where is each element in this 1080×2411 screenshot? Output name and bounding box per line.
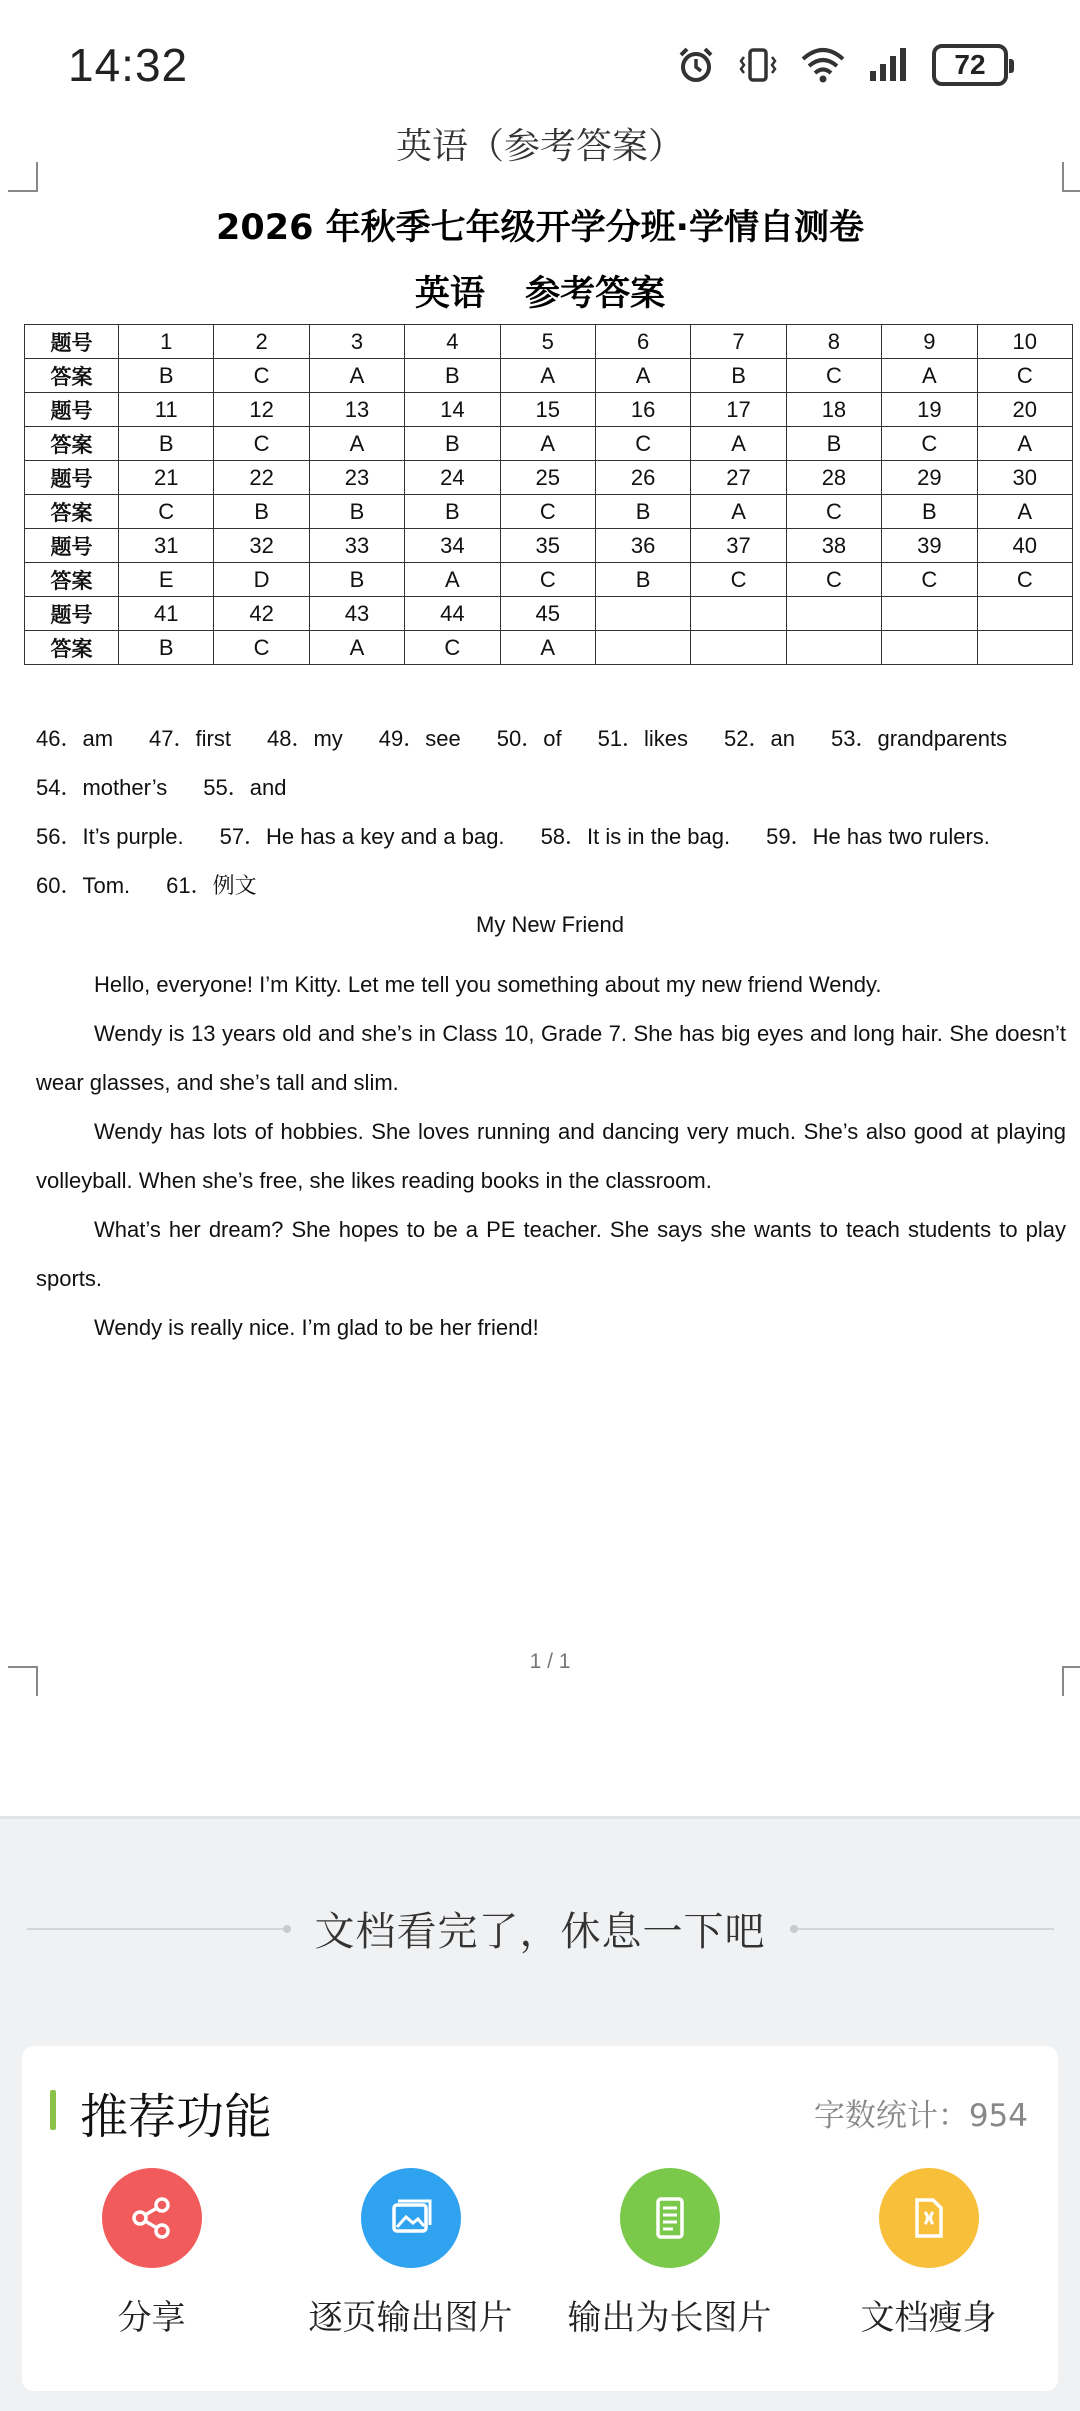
row-header: 题号 <box>25 597 119 631</box>
table-cell: 32 <box>214 529 309 563</box>
table-cell: A <box>309 427 404 461</box>
table-cell: 29 <box>882 461 977 495</box>
table-cell: 5 <box>500 325 595 359</box>
answer-item: 53．grandparents <box>831 726 1008 751</box>
table-cell: B <box>119 427 214 461</box>
table-cell: C <box>691 563 786 597</box>
recommend-title: 推荐功能 <box>80 2089 273 2145</box>
answer-item: 58．It is in the bag. <box>540 824 731 849</box>
table-cell: B <box>595 495 690 529</box>
table-cell: B <box>595 563 690 597</box>
table-cell: 4 <box>405 325 500 359</box>
table-cell: 41 <box>119 597 214 631</box>
table-cell: 24 <box>405 461 500 495</box>
answer-item: 59．He has two rulers. <box>766 824 990 849</box>
table-cell: 31 <box>119 529 214 563</box>
table-cell <box>595 631 690 665</box>
table-cell <box>977 597 1072 631</box>
essay-body <box>36 960 1066 1352</box>
table-cell: C <box>119 495 214 529</box>
essay-paragraph: Wendy is really nice. I’m glad to be her friend! <box>94 1315 539 1340</box>
wifi-icon <box>800 45 846 85</box>
long-image-icon[interactable] <box>620 2168 720 2268</box>
battery-level: 72 <box>954 49 986 80</box>
answer-item: 60．Tom. <box>36 873 131 898</box>
table-cell: A <box>309 359 404 393</box>
document-title: 英语（参考答案） <box>395 126 684 167</box>
table-cell: A <box>977 427 1072 461</box>
table-cell: A <box>500 359 595 393</box>
table-cell <box>786 597 881 631</box>
table-cell: C <box>595 427 690 461</box>
table-cell: B <box>309 563 404 597</box>
row-header: 答案 <box>25 631 119 665</box>
table-cell: E <box>119 563 214 597</box>
table-cell: C <box>214 427 309 461</box>
table-cell: 34 <box>405 529 500 563</box>
table-cell: A <box>882 359 977 393</box>
table-cell: A <box>500 427 595 461</box>
divider-right <box>794 1928 1054 1930</box>
table-cell: B <box>309 495 404 529</box>
table-cell: C <box>214 359 309 393</box>
slim-document-label: 文档瘦身 <box>860 2298 997 2338</box>
table-row <box>25 597 1073 631</box>
page-number: 1 / 1 <box>529 1650 571 1673</box>
table-cell: B <box>405 495 500 529</box>
table-cell: B <box>691 359 786 393</box>
slim-document-icon[interactable] <box>879 2168 979 2268</box>
export-page-images-label: 逐页输出图片 <box>308 2298 513 2338</box>
slim-document-button[interactable] <box>799 2168 1058 2339</box>
answer-item: 61．例文 <box>166 873 257 898</box>
row-header: 题号 <box>25 461 119 495</box>
export-page-images-button[interactable] <box>281 2168 540 2339</box>
row-header: 答案 <box>25 427 119 461</box>
table-cell: 38 <box>786 529 881 563</box>
end-of-document-message <box>0 1900 1080 1957</box>
table-cell: 28 <box>786 461 881 495</box>
feature-list <box>22 2168 1058 2339</box>
row-header: 答案 <box>25 359 119 393</box>
vibrate-icon <box>738 45 778 85</box>
table-cell: B <box>119 631 214 665</box>
word-count[interactable]: 字数统计：954 <box>813 2098 1028 2134</box>
signal-icon <box>868 45 910 85</box>
answer-item: 46．am <box>36 726 114 751</box>
table-cell: C <box>500 563 595 597</box>
table-cell: 26 <box>595 461 690 495</box>
table-cell: C <box>977 359 1072 393</box>
answer-table <box>24 324 1073 665</box>
divider-left <box>27 1928 287 1930</box>
answer-item: 51．likes <box>597 726 689 751</box>
table-cell: 21 <box>119 461 214 495</box>
table-cell: 10 <box>977 325 1072 359</box>
answer-line <box>36 714 1066 763</box>
row-header: 答案 <box>25 563 119 597</box>
recommend-card <box>22 2046 1058 2391</box>
table-cell: 37 <box>691 529 786 563</box>
table-cell <box>691 597 786 631</box>
table-cell: A <box>691 427 786 461</box>
table-cell: 43 <box>309 597 404 631</box>
export-long-image-button[interactable] <box>540 2168 799 2339</box>
table-row <box>25 393 1073 427</box>
share-icon[interactable] <box>102 2168 202 2268</box>
image-icon[interactable] <box>361 2168 461 2268</box>
table-cell: 40 <box>977 529 1072 563</box>
answer-item: 52．an <box>724 726 795 751</box>
table-cell: C <box>882 427 977 461</box>
table-cell: 23 <box>309 461 404 495</box>
table-cell: D <box>214 563 309 597</box>
answer-item: 55．and <box>203 775 287 800</box>
table-cell: C <box>786 359 881 393</box>
table-cell: 22 <box>214 461 309 495</box>
table-row <box>25 495 1073 529</box>
table-cell: 11 <box>119 393 214 427</box>
answer-item: 50．of <box>496 726 562 751</box>
table-cell <box>977 631 1072 665</box>
table-cell: 7 <box>691 325 786 359</box>
table-cell: B <box>405 359 500 393</box>
table-cell: 25 <box>500 461 595 495</box>
table-cell: 27 <box>691 461 786 495</box>
table-row <box>25 461 1073 495</box>
table-cell: B <box>405 427 500 461</box>
answer-item: 57．He has a key and a bag. <box>219 824 505 849</box>
table-cell: C <box>500 495 595 529</box>
essay-paragraph: Wendy is 13 years old and she’s in Class 10, Grade 7. She has big eyes and long hair. She doesn’t wear glasses, and she’s tall and slim. <box>36 1021 1066 1095</box>
table-cell <box>786 631 881 665</box>
table-cell: C <box>977 563 1072 597</box>
table-cell <box>595 597 690 631</box>
table-cell: 36 <box>595 529 690 563</box>
answer-item: 54．mother’s <box>36 775 168 800</box>
export-long-image-label: 输出为长图片 <box>567 2298 772 2338</box>
table-cell <box>882 631 977 665</box>
share-button[interactable] <box>22 2168 281 2339</box>
answer-key-label: 参考答案 <box>525 274 666 314</box>
share-label: 分享 <box>117 2298 186 2338</box>
answer-item: 49．see <box>378 726 461 751</box>
row-header: 题号 <box>25 393 119 427</box>
table-cell: A <box>309 631 404 665</box>
table-cell: 18 <box>786 393 881 427</box>
table-cell: C <box>786 563 881 597</box>
row-header: 题号 <box>25 325 119 359</box>
table-cell: B <box>214 495 309 529</box>
status-bar <box>0 0 1080 130</box>
row-header: 题号 <box>25 529 119 563</box>
answer-item: 47．first <box>149 726 231 751</box>
table-cell: 9 <box>882 325 977 359</box>
table-cell: B <box>119 359 214 393</box>
table-cell: C <box>214 631 309 665</box>
table-cell: 3 <box>309 325 404 359</box>
table-cell: 12 <box>214 393 309 427</box>
answer-line <box>36 763 1066 812</box>
table-row <box>25 359 1073 393</box>
table-cell: 16 <box>595 393 690 427</box>
table-row <box>25 529 1073 563</box>
status-icons <box>676 44 1008 86</box>
table-cell: 6 <box>595 325 690 359</box>
essay-paragraph: Hello, everyone! I’m Kitty. Let me tell you something about my new friend Wendy. <box>94 972 882 997</box>
table-cell: 8 <box>786 325 881 359</box>
table-cell: 1 <box>119 325 214 359</box>
table-cell: A <box>691 495 786 529</box>
answer-line <box>36 812 1066 861</box>
crop-mark-top-left <box>8 162 38 192</box>
table-cell: C <box>405 631 500 665</box>
crop-mark-top-right <box>1062 162 1080 192</box>
table-row <box>25 631 1073 665</box>
table-cell: 14 <box>405 393 500 427</box>
table-cell: 17 <box>691 393 786 427</box>
table-row <box>25 427 1073 461</box>
answer-line <box>36 861 1066 910</box>
row-header: 答案 <box>25 495 119 529</box>
table-cell: 33 <box>309 529 404 563</box>
table-cell: 19 <box>882 393 977 427</box>
fill-in-answers <box>36 714 1066 910</box>
paper-subtitle <box>0 266 1080 316</box>
table-cell <box>691 631 786 665</box>
table-cell: 20 <box>977 393 1072 427</box>
alarm-icon <box>676 45 716 85</box>
table-row <box>25 325 1073 359</box>
essay-paragraph: What’s her dream? She hopes to be a PE teacher. She says she wants to teach students to play sports. <box>36 1217 1066 1291</box>
table-cell: C <box>786 495 881 529</box>
table-cell: B <box>786 427 881 461</box>
table-cell: A <box>500 631 595 665</box>
table-cell: 39 <box>882 529 977 563</box>
table-cell: 2 <box>214 325 309 359</box>
status-time: 14:32 <box>68 39 189 91</box>
table-cell: 42 <box>214 597 309 631</box>
table-cell: 13 <box>309 393 404 427</box>
table-cell: C <box>882 563 977 597</box>
paper-title: 2026 年秋季七年级开学分班·学情自测卷 <box>216 208 864 248</box>
essay-paragraph: Wendy has lots of hobbies. She loves running and dancing very much. She’s also good at playing volleyball. When she’s free, she likes reading books in the classroom. <box>36 1119 1066 1193</box>
essay-title: My New Friend <box>476 912 624 937</box>
table-cell: A <box>405 563 500 597</box>
table-cell: 44 <box>405 597 500 631</box>
card-accent-bar <box>50 2090 56 2130</box>
answer-item: 48．my <box>266 726 343 751</box>
table-cell: A <box>595 359 690 393</box>
table-cell: 35 <box>500 529 595 563</box>
answer-item: 56．It’s purple. <box>36 824 184 849</box>
table-cell: B <box>882 495 977 529</box>
subject-label: 英语 <box>414 274 485 314</box>
table-cell: 30 <box>977 461 1072 495</box>
battery-icon <box>932 44 1008 86</box>
table-cell: A <box>977 495 1072 529</box>
table-cell <box>882 597 977 631</box>
table-cell: 15 <box>500 393 595 427</box>
table-cell: 45 <box>500 597 595 631</box>
table-row <box>25 563 1073 597</box>
end-message-text: 文档看完了，休息一下吧 <box>314 1909 766 1955</box>
